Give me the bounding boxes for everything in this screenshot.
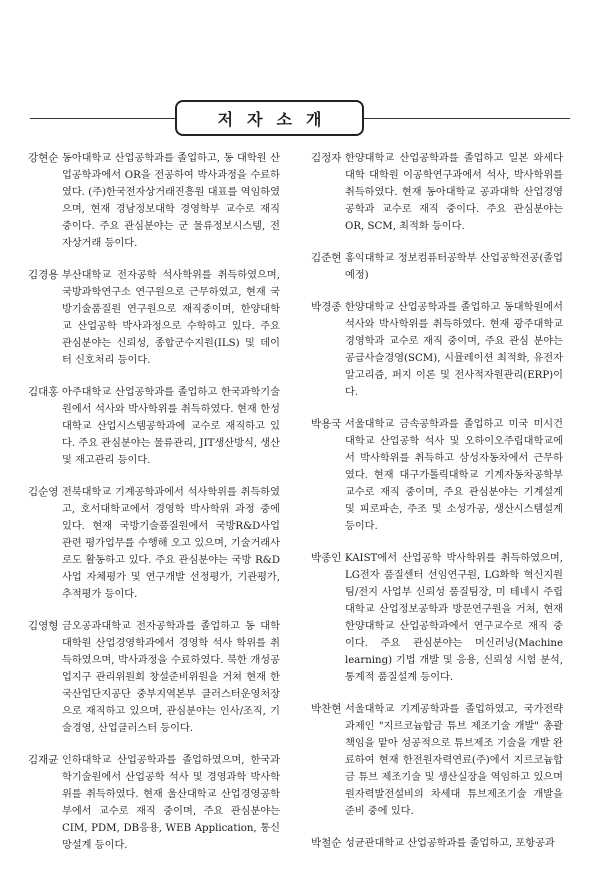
- author-name: 박경종: [311, 301, 342, 313]
- author-name: 김정자: [311, 152, 342, 164]
- author-bio: 금오공과대학교 전자공학과를 졸업하고 동 대학대학원 산업경영학과에서 경영학 석사 학위를 취득하였으며, 박사과정을 수료하였다. 북한 개성공업지구 관리위원회 창설준비위원을 거쳐 현재 한국산업단지공단 중부지역본부 클러스터운영처장으로 재직하고 있으며, 관심분야는 인사/조직, 기술경영, 산업클러스터 등이다.: [62, 621, 280, 734]
- author-bio: 서울대학교 기계공학과를 졸업하였고, 국가전략과제인 "지르코늄합금 튜브 제조기술 개발" 총괄책임을 맡아 성공적으로 튜브제조 기술을 개발 완료하여 현재 한전원자력연료(주)에서 지르코늄합금 튜브 제조기술 및 생산실장을 역임하고 있으며 원자력발전설비의 차세대 튜브제조기술 개발을 준비 중에 있다.: [345, 704, 563, 817]
- author-entry: [311, 150, 563, 235]
- author-entry: [311, 835, 563, 852]
- author-entry: [311, 299, 563, 401]
- author-name: 강현순: [28, 152, 59, 164]
- author-bio: 인하대학교 산업공학과를 졸업하였으며, 한국과학기술원에서 산업공학 석사 및 경영과학 박사학위를 취득하였다. 현재 울산대학교 산업경영공학부에서 교수로 재직 중이며, 주요 관심분야는 CIM, PDM, DB응용, WEB Application, 통신망설계 등이다.: [62, 755, 280, 851]
- author-bio: KAIST에서 산업공학 박사학위를 취득하였으며, LG전자 품질센터 선임연구원, LG화학 혁신지원팀/전지 사업부 신뢰성 품질팀장, 미 테네시 주립대학교 산업정보공학과 방문연구원을 거쳐, 현재 한양대학교 산업공학과에서 연구교수로 재직 중이다. 주요 관심분야는 머신러닝(Machine learning) 기법 개발 및 응용, 신뢰성 시험 분석, 통계적 품질설계 등이다.: [345, 553, 563, 683]
- author-entry: [28, 384, 280, 469]
- author-entry: [28, 484, 280, 603]
- author-bio: 서울대학교 금속공학과를 졸업하고 미국 미시건 대학교 산업공학 석사 및 오하이오주립대학교에서 박사학위를 취득하고 삼성자동차에서 근무하였다. 현재 대구가톨릭대학교 기계자동차공학부 교수로 재직 중이며, 주요 관심분야는 기계설계 및 피로파손, 주조 및 소성가공, 생산시스템설계 등이다.: [345, 419, 563, 532]
- author-bio: 동아대학교 산업공학과를 졸업하고, 동 대학원 산업공학과에서 OR을 전공하여 박사과정을 수료하였다. (주)한국전자상거래진흥원 대표를 역임하였으며, 현재 경남정보대학 경영학부 교수로 재직 중이다. 주요 관심분야는 군 물류정보시스템, 전자상거래 등이다.: [62, 153, 280, 249]
- author-entry: [311, 250, 563, 284]
- author-entry: [28, 752, 280, 854]
- author-name: 김순영: [28, 486, 59, 498]
- author-bio: 한양대학교 산업공학과를 졸업하고 동대학원에서 석사와 박사학위를 취득하였다. 현재 광주대학교 경영학과 교수로 재직 중이며, 주요 관심 분야는 공급사슬경영(SCM), 시뮬레이션 최적화, 유전자알고리즘, 퍼지 이론 및 전사적자원관리(ERP)이다.: [345, 302, 563, 398]
- author-name: 박찬현: [311, 703, 342, 715]
- author-name: 박종인: [311, 552, 342, 564]
- section-title: 저자소개: [217, 109, 336, 129]
- author-name: 김준현: [311, 252, 342, 264]
- author-bio: 부산대학교 전자공학 석사학위를 취득하였으며, 국방과학연구소 연구원으로 근무하였고, 현재 국방기술품질원 연구원으로 재직중이며, 한양대학교 산업공학 박사과정으로 수학하고 있다. 주요 관심분야는 신뢰성, 종합군수지원(ILS) 및 데이터 신호처리 등이다.: [62, 270, 280, 366]
- left-column: [28, 150, 280, 869]
- author-entry: [311, 416, 563, 535]
- author-entry: [28, 267, 280, 369]
- author-name: 김경용: [28, 269, 59, 281]
- author-entry: [28, 150, 280, 252]
- author-entry: [311, 550, 563, 686]
- right-column: [311, 150, 563, 867]
- author-bio: 성균관대학교 산업공학과를 졸업하고, 포항공과: [345, 838, 555, 849]
- author-name: 김재균: [28, 754, 59, 766]
- author-bio: 전북대학교 기계공학과에서 석사학위를 취득하였고, 호서대학교에서 경영학 박사학위 과정 중에 있다. 현재 국방기술품질원에서 국방R&D사업 관련 평가업무를 수행해 오고 있으며, 기술거래사로도 활동하고 있다. 주요 관심분야는 국방 R&D사업 자체평가 및 연구개발 선정평가, 기관평가, 추적평가 등이다.: [62, 487, 280, 600]
- author-entry: [28, 618, 280, 737]
- section-title-box: [175, 100, 364, 136]
- author-entry: [311, 701, 563, 820]
- author-name: 박용국: [311, 418, 342, 430]
- author-bio: 아주대학교 산업공학과를 졸업하고 한국과학기술원에서 석사와 박사학위를 취득하였다. 현재 한성대학교 산업시스템공학과에 교수로 재직하고 있다. 주요 관심분야는 물류관리, JIT생산방식, 생산 및 재고관리 등이다.: [62, 387, 280, 466]
- author-name: 박철순: [311, 837, 342, 849]
- author-name: 김영형: [28, 620, 59, 632]
- author-name: 김대홍: [28, 386, 59, 398]
- author-bio: 홍익대학교 정보컴퓨터공학부 산업공학전공(졸업예정): [345, 253, 563, 281]
- author-bio: 한양대학교 산업공학과를 졸업하고 일본 와세다 대학 대학원 이공학연구과에서 석사, 박사학위를 취득하였다. 현재 동아대학교 공과대학 산업경영공학과 교수로 재직 중이다. 주요 관심분야는 OR, SCM, 최적화 등이다.: [345, 153, 563, 232]
